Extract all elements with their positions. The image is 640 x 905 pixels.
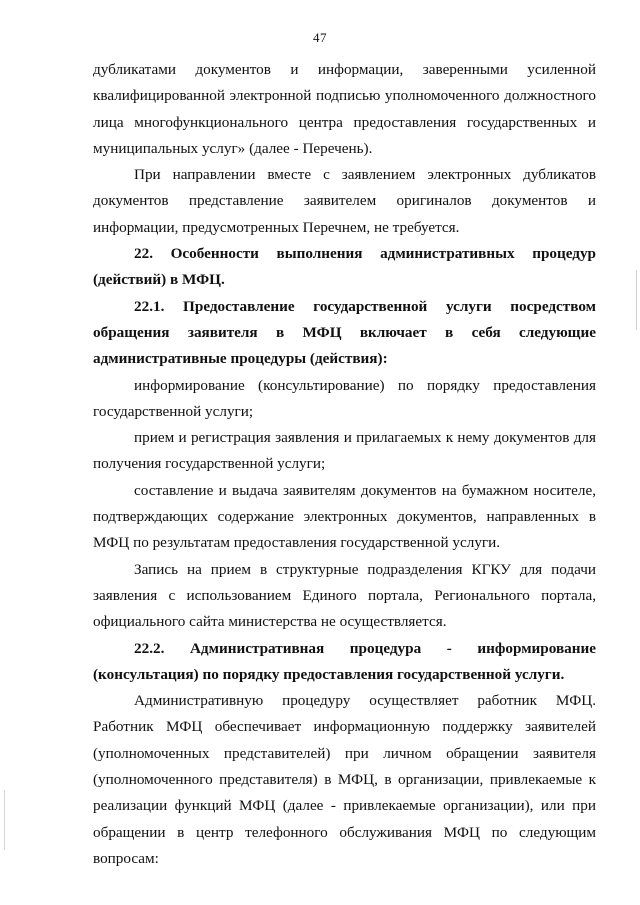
- heading-section-22: 22. Особенности выполнения административных процедур (действий) в МФЦ.: [93, 245, 596, 289]
- heading-section-22-1: 22.1. Предоставление государственной услуги посредством обращения заявителя в МФЦ включает в себя следующие административные процедуры (действия):: [93, 297, 596, 368]
- paragraph-originals-not-required: При направлении вместе с заявлением электронных дубликатов документов представление заявителем оригиналов документов и информации, предусмотренных Перечнем, не требуется.: [93, 166, 596, 236]
- list-item-reception: прием и регистрация заявления и прилагаемых к нему документов для получения государственной услуги;: [93, 429, 596, 473]
- list-item-issuance: составление и выдача заявителям документов на бумажном носителе, подтверждающих содержание электронных документов, направленных в МФЦ по результатам предоставления государственной услуги.: [93, 481, 596, 552]
- heading-section-22-2: 22.2. Административная процедура - информирование (консультация) по порядку предоставления государственной услуги.: [93, 639, 596, 683]
- scan-margin-mark: [636, 270, 637, 330]
- page-number: 47: [313, 30, 327, 45]
- list-item-informing: информирование (консультирование) по порядку предоставления государственной услуги;: [93, 376, 596, 420]
- document-body: [93, 57, 596, 872]
- paragraph-procedure-mfc: Административную процедуру осуществляет работник МФЦ. Работник МФЦ обеспечивает информационную поддержку заявителей (уполномоченных представителей) при личном обращении заявителя (уполномоченного представителя) в МФЦ, в организации, привлекаемые к реализации функций МФЦ (далее - привлекаемые организации), или при обращении в центр телефонного обслуживания МФЦ по следующим вопросам:: [93, 692, 596, 867]
- paragraph-appointment: Запись на прием в структурные подразделения КГКУ для подачи заявления с использованием Единого портала, Регионального портала, официального сайта министерства не осуществляется.: [93, 560, 596, 631]
- scan-margin-mark-left: [4, 790, 5, 850]
- paragraph-duplicates: дубликатами документов и информации, заверенными усиленной квалифицированной электронной подписью уполномоченного должностного лица многофункционального центра предоставления государственных и муниципальных услуг» (далее - Перечень).: [93, 61, 596, 157]
